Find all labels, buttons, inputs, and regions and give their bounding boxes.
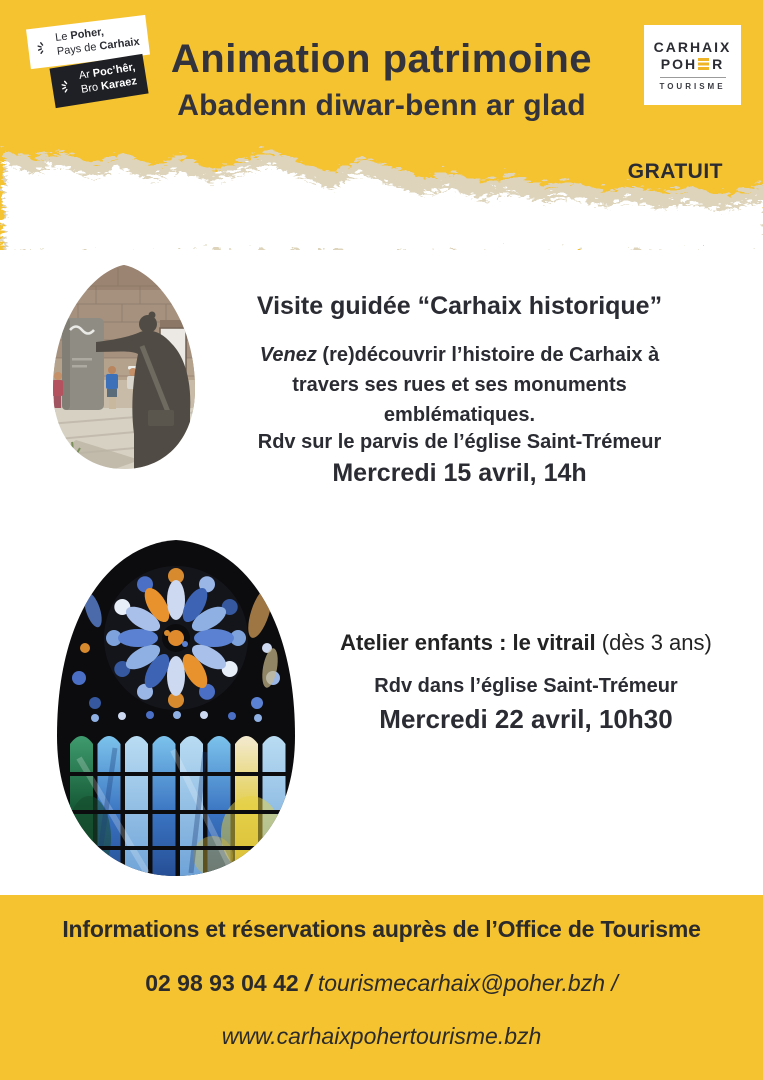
logo-e-bars-icon — [698, 58, 709, 70]
footer-banner — [0, 895, 763, 1080]
meeting-point: Rdv sur le parvis de l’église Saint-Trémeur — [257, 431, 662, 453]
badge-text-bold: Carhaix — [98, 35, 141, 53]
footer-contact-line — [0, 970, 763, 997]
logo-divider — [660, 77, 726, 78]
guided-tour-text — [200, 250, 763, 530]
separator-slash: / — [305, 970, 312, 996]
header-banner — [0, 0, 763, 250]
statue-photo — [48, 262, 200, 472]
email-address: tourismecarhaix@poher.bzh — [317, 970, 605, 996]
body-rest: (re)découvrir l’histoire de Carhaix à travers ses rues et ses monuments emblématiques. — [292, 344, 660, 426]
badge-text-bold: Karaez — [100, 74, 138, 93]
tourism-office-logo — [644, 25, 741, 105]
section-body — [234, 340, 686, 430]
badge-text: Pays de — [56, 40, 101, 58]
separator-slash: / — [611, 970, 618, 996]
meeting-point: Rdv dans l’église Saint-Trémeur — [374, 675, 678, 697]
website-url: www.carhaixpohertourisme.bzh — [221, 1023, 542, 1049]
badge-text: Ar — [78, 67, 94, 82]
torn-paper-edge — [0, 138, 763, 250]
page-subtitle: Abadenn diwar-benn ar glad — [177, 89, 586, 122]
territory-badge-text — [55, 22, 141, 59]
badge-text: Le — [54, 30, 72, 44]
section-title: Visite guidée “Carhaix historique” — [256, 292, 663, 320]
sparkle-icon — [37, 39, 53, 55]
workshop-title-note: (dès 3 ans) — [595, 630, 712, 655]
logo-poher-right: R — [712, 56, 725, 72]
stained-glass-window — [55, 538, 297, 878]
stained-glass-egg — [55, 538, 297, 878]
logo-poher-left: POH — [660, 56, 698, 72]
phone-number: 02 98 93 04 42 — [145, 970, 299, 996]
badge-text-bold: Poc’hêr, — [91, 61, 137, 80]
body-lead-italic: Venez — [259, 344, 317, 366]
section-guided-tour — [0, 250, 763, 530]
territory-badge-text — [78, 61, 138, 97]
logo-carhaix: CARHAIX — [653, 39, 732, 55]
footer-heading: Informations et réservations auprès de l’Office de Tourisme — [62, 916, 701, 942]
section-title — [303, 630, 749, 656]
badge-text-bold: Poher, — [69, 26, 105, 43]
content-area — [0, 250, 763, 878]
workshop-title-bold: Atelier enfants : le vitrail — [340, 630, 596, 655]
event-datetime: Mercredi 15 avril, 14h — [332, 459, 587, 487]
event-datetime: Mercredi 22 avril, 10h30 — [379, 704, 673, 734]
workshop-text — [297, 530, 763, 878]
sparkle-icon — [60, 78, 76, 94]
logo-tourisme: TOURISME — [659, 82, 726, 91]
page-title: Animation patrimoine — [170, 37, 593, 81]
statue-photo-egg — [48, 262, 200, 530]
free-label: GRATUIT — [627, 160, 723, 183]
logo-poher — [661, 56, 724, 72]
section-stained-glass-workshop — [0, 530, 763, 878]
badge-text: Bro — [80, 80, 103, 96]
